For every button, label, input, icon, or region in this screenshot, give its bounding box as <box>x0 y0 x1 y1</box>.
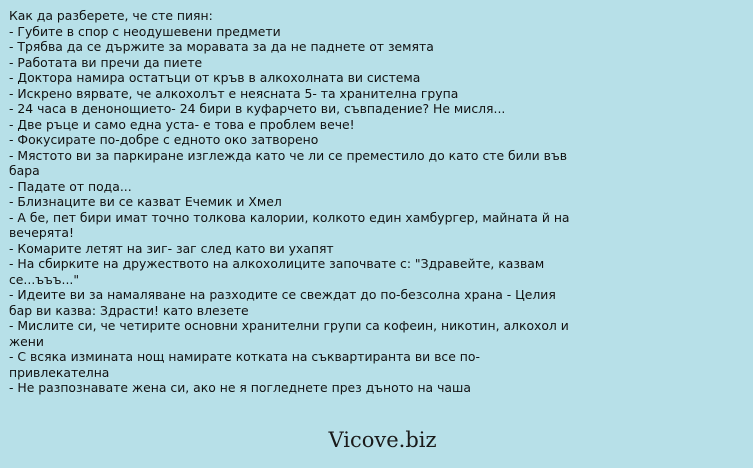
site-watermark: Vicove.biz <box>328 428 437 452</box>
joke-line: - Трябва да се държите за моравата за да не паднете от земята <box>9 39 434 54</box>
joke-line: - А бе, пет бири имат точно толкова калории, колкото един хамбургер, майната й на вечерята! <box>9 209 570 240</box>
joke-line: - Не разпознавате жена си, ако не я погледнете през дъното на чаша <box>9 380 471 395</box>
joke-line: - Падате от пода... <box>9 178 132 194</box>
joke-line: - Две ръце и само една уста- е това е проблем вече! <box>9 116 355 132</box>
joke-line: - Фокусирате по-добре с едното око затворено <box>9 132 319 147</box>
joke-line: - Близнаците ви се казват Ечемик и Хмел <box>9 194 282 209</box>
joke-text <box>9 8 575 396</box>
joke-line: - Идеите ви за намаляване на разходите се свеждат до по-безсолна храна - Целия бар ви казва: Здрасти! като влезете <box>9 287 556 318</box>
joke-line: - 24 часа в денонощието- 24 бири в куфарчето ви, съвпадение? Не мисля... <box>9 101 506 116</box>
joke-line: - Комарите летят на зиг- заг след като ви ухапят <box>9 240 334 256</box>
joke-heading: Как да разберете, че сте пиян: <box>9 8 213 23</box>
joke-line: - Губите в спор с неодушевени предмети <box>9 23 281 39</box>
joke-line: - Искрено вярвате, че алкохолът е неясната 5- та хранителна група <box>9 85 459 101</box>
joke-line: - На сбирките на дружеството на алкохолиците започвате с: "Здравейте, казвам се...ъъъ..." <box>9 256 545 287</box>
joke-line: - Мястото ви за паркиране изглежда като че ли се преместило до като сте били във бара <box>9 147 568 178</box>
joke-line: - Мислите си, че четирите основни хранителни групи са кофеин, никотин, алкохол и жени <box>9 318 569 349</box>
joke-line: - С всяка измината нощ намирате котката на съквартиранта ви все по-привлекателна <box>9 349 480 380</box>
joke-line: - Доктора намира остатъци от кръв в алкохолната ви система <box>9 70 421 85</box>
joke-line: - Работата ви пречи да пиете <box>9 54 203 70</box>
